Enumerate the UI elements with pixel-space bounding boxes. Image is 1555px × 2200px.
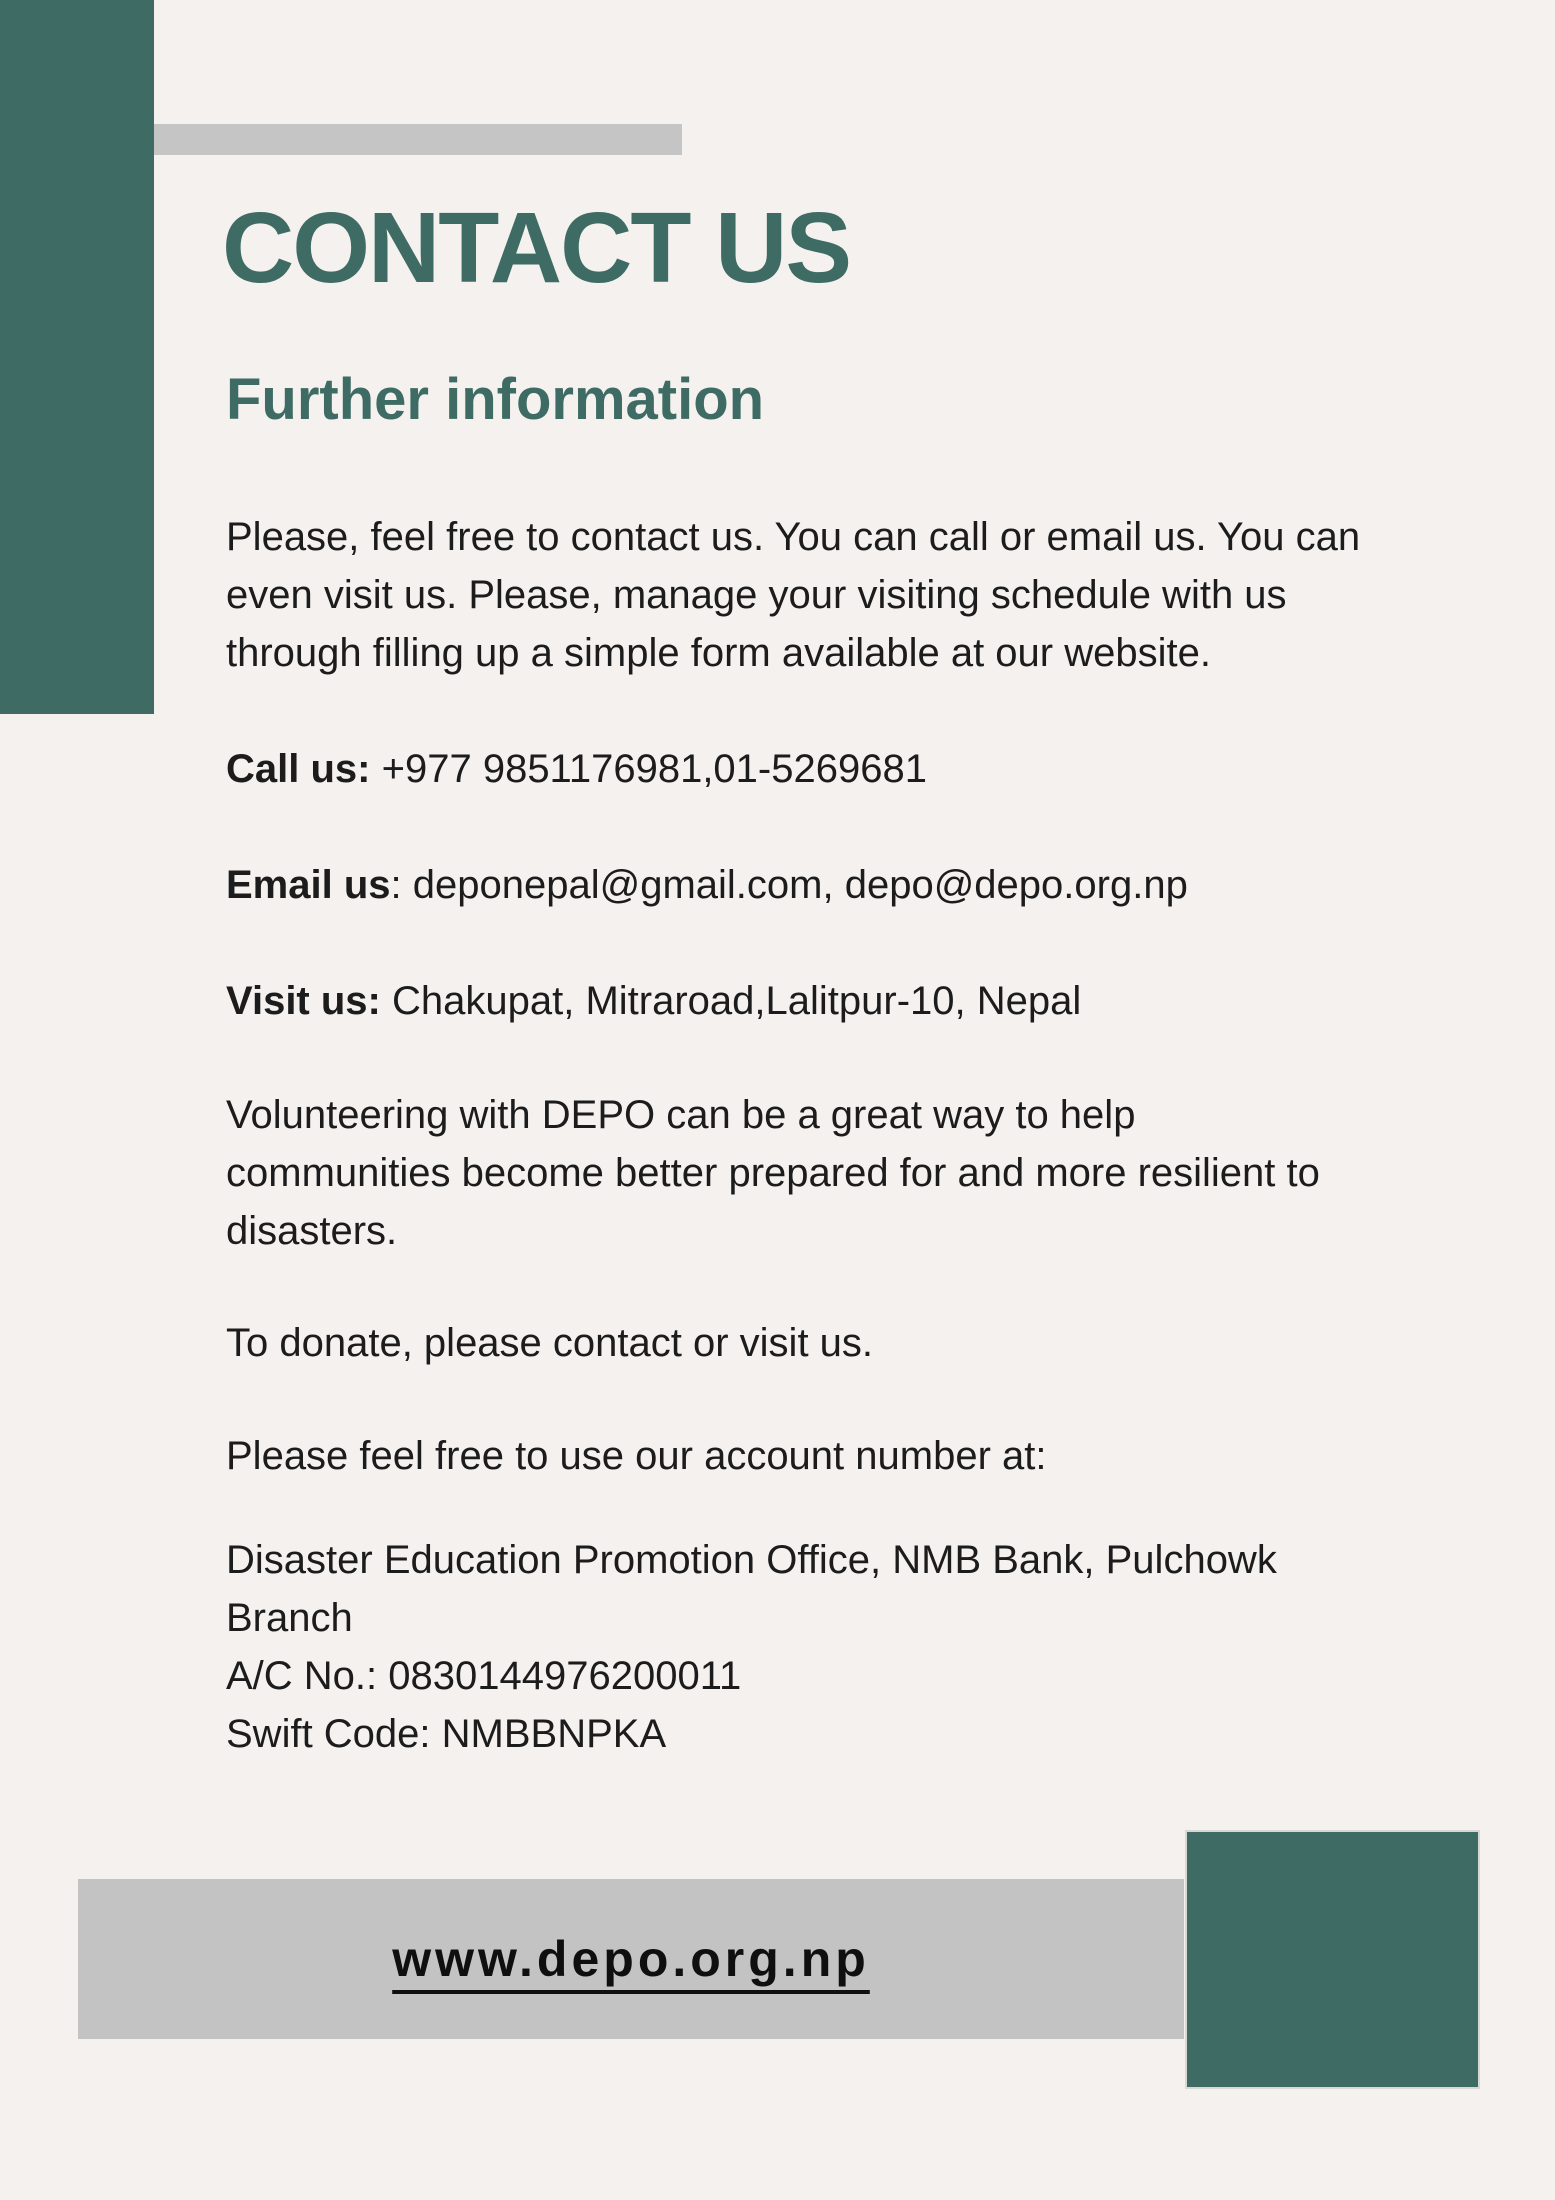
bank-name-line: Disaster Education Promotion Office, NMB Bank, Pulchowk — [226, 1538, 1277, 1582]
bank-branch-line: Branch — [226, 1596, 353, 1640]
email-us-label: Email us — [226, 863, 391, 907]
visit-us-label: Visit us: — [226, 979, 381, 1023]
call-us-line — [226, 740, 1441, 798]
page-title: CONTACT US — [222, 192, 851, 304]
donate-line: To donate, please contact or visit us. — [226, 1321, 874, 1365]
bank-account-line: A/C No.: 0830144976200011 — [226, 1654, 742, 1698]
intro-line: even visit us. Please, manage your visiting schedule with us — [226, 573, 1287, 617]
volunteer-line: disasters. — [226, 1209, 398, 1253]
volunteer-line: communities become better prepared for and more resilient to — [226, 1151, 1320, 1195]
bottom-right-accent-square — [1187, 1832, 1478, 2087]
left-accent-bar — [0, 0, 154, 714]
email-us-line — [226, 856, 1441, 914]
footer-bar — [78, 1879, 1184, 2039]
volunteer-paragraph — [226, 1086, 1441, 1260]
website-link[interactable]: www.depo.org.np — [392, 1931, 870, 1987]
visit-us-value: Chakupat, Mitraroad,Lalitpur-10, Nepal — [392, 979, 1082, 1023]
visit-us-line — [226, 972, 1441, 1030]
volunteer-line: Volunteering with DEPO can be a great way to help — [226, 1093, 1136, 1137]
account-intro-line: Please feel free to use our account number at: — [226, 1434, 1047, 1478]
intro-line: through filling up a simple form available at our website. — [226, 631, 1211, 675]
top-gray-bar — [154, 124, 682, 155]
email-us-value: deponepal@gmail.com, depo@depo.org.np — [412, 863, 1188, 907]
email-separator: : — [390, 863, 413, 907]
intro-line: Please, feel free to contact us. You can call or email us. You can — [226, 515, 1361, 559]
intro-paragraph — [226, 508, 1441, 682]
section-subtitle: Further information — [226, 367, 765, 432]
call-us-value: +977 9851176981,01-5269681 — [381, 747, 927, 791]
bank-details-block — [226, 1531, 1441, 1763]
bank-swift-line: Swift Code: NMBBNPKA — [226, 1712, 667, 1756]
call-us-label: Call us: — [226, 747, 371, 791]
